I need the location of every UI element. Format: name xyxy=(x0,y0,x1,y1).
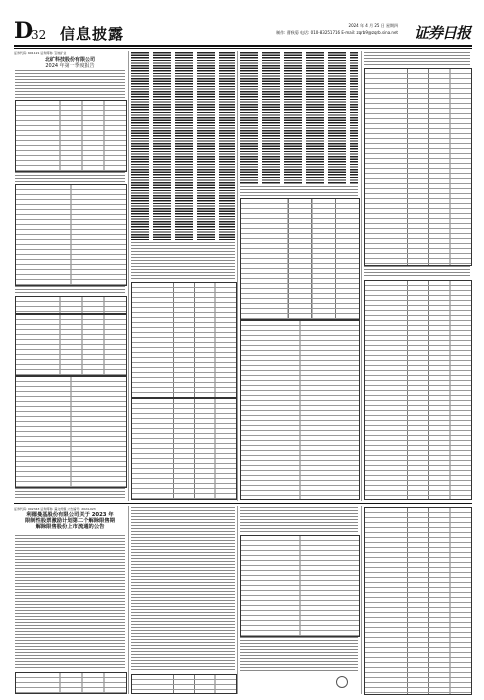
announcement-header xyxy=(14,507,126,531)
section-divider xyxy=(14,503,472,504)
column-divider xyxy=(128,506,129,694)
page-letter: D xyxy=(14,18,34,44)
announcement-title-line-1: 利德曼基股份有限公司关于 2023 年 xyxy=(26,512,114,518)
section-title: 信息披露 xyxy=(60,25,125,43)
shareholders-summary-table xyxy=(15,296,127,314)
quarterly-code-line: 证券代码: 601121 证券简称: 宝地矿业 xyxy=(14,51,67,55)
announcement-body-col1 xyxy=(15,535,125,670)
editor-line: 制作: 曹秋菊 电话: 010-83251716 E-mail: zqrb9@zqrb.sina.net xyxy=(276,30,398,35)
income-statement-table xyxy=(131,282,237,398)
announcement-table-col4 xyxy=(364,507,472,695)
masthead xyxy=(14,18,472,44)
profit-statement-table xyxy=(240,198,360,320)
announcement-title-line-2: 限制性股票激励计划第二个解除限售期 xyxy=(24,518,116,524)
quarterly-company-name: 北矿科技股份有限公司 xyxy=(44,57,95,63)
announcement-body-col3-b xyxy=(240,637,358,673)
company-seal-icon xyxy=(336,676,348,688)
balance-sheet-note xyxy=(131,242,235,280)
column-divider xyxy=(361,51,362,501)
date-line: 2024 年 4 月 25 日 星期四 xyxy=(348,23,398,28)
column-divider xyxy=(237,51,238,501)
column4-intro xyxy=(364,52,470,66)
top-shareholders-table xyxy=(15,314,127,376)
column4-table-top xyxy=(364,68,472,266)
column-divider xyxy=(128,51,129,501)
top-tradable-shareholders-table xyxy=(15,376,127,488)
column-divider xyxy=(361,506,362,694)
announcement-table-col2 xyxy=(131,674,237,694)
announcement-code-line: 证券代码: 002343 证券简称: 慈文传媒 公告编号: 2024-023 xyxy=(14,507,96,511)
column4-note xyxy=(364,266,470,278)
liabilities-block xyxy=(240,52,358,184)
masthead-rule xyxy=(14,45,472,47)
column4-table-bottom xyxy=(364,280,472,500)
quarterly-report-title: 2024 年第一季度报告 xyxy=(45,63,95,69)
announcement-body-col2 xyxy=(131,507,235,672)
announcement-title-line-3: 解除限售股份上市流通的公告 xyxy=(35,524,105,530)
quarterly-footnote-text xyxy=(15,488,125,498)
cash-flow-detail-table xyxy=(240,320,360,500)
column-divider xyxy=(237,506,238,694)
quarterly-intro-text xyxy=(15,70,125,98)
announcement-table-col3 xyxy=(240,535,360,637)
financial-indicators-table xyxy=(15,100,127,172)
page-number: 32 xyxy=(31,28,47,42)
announcement-table-col1 xyxy=(15,672,127,694)
column3-note xyxy=(240,186,358,196)
nonrecurring-items-table xyxy=(15,184,127,286)
cash-flow-table xyxy=(131,398,237,500)
announcement-body-col3 xyxy=(240,507,358,533)
balance-sheet-block xyxy=(131,52,235,240)
quarterly-note-text-2 xyxy=(15,286,125,294)
quarterly-note-text xyxy=(15,172,125,182)
masthead-rule-thin xyxy=(14,48,472,49)
newspaper-logo: 证券日报 xyxy=(413,24,470,42)
